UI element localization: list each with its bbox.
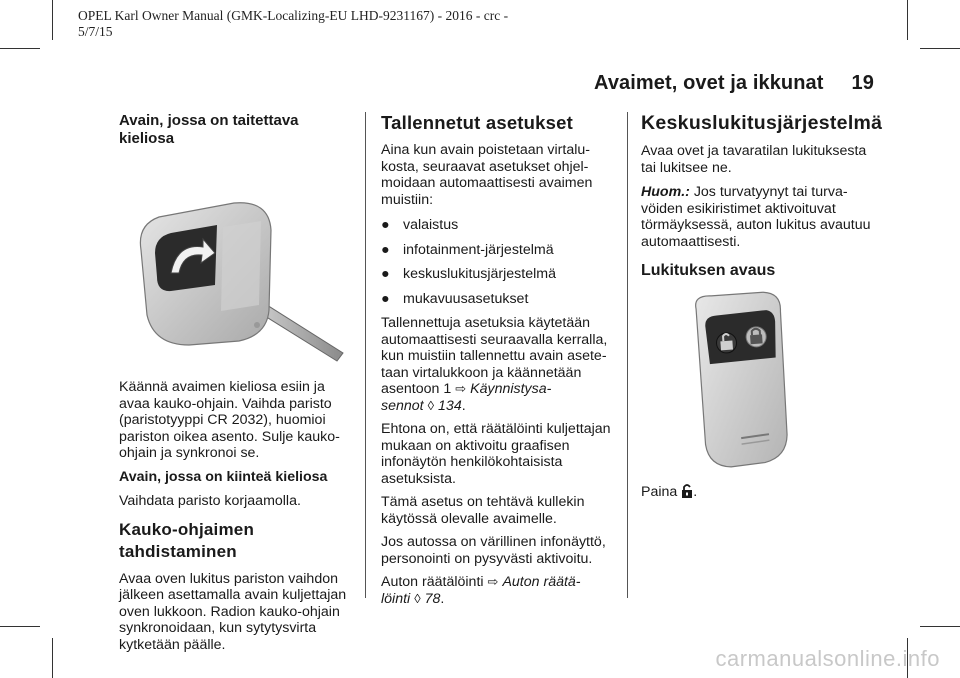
column-divider — [627, 112, 628, 598]
reference-arrow-icon: ⇨ — [487, 574, 499, 589]
crop-mark — [52, 638, 53, 678]
unlock-icon — [681, 484, 693, 498]
heading-fixed-key: Avain, jossa on kiinteä kieliosa — [119, 468, 328, 485]
document-info: OPEL Karl Owner Manual (GMK-Localizing-EU LHD-9231167) - 2016 - crc - 5/7/15 — [78, 8, 509, 39]
list-item: ● keskuslukitusjärjestelmä — [381, 266, 556, 282]
crop-mark — [907, 0, 908, 40]
page-reference-icon: ◊ — [427, 397, 435, 413]
page-ref-78[interactable]: 78 — [424, 590, 441, 607]
watermark: carmanualsonline.info — [715, 646, 940, 671]
page-number: 19 — [851, 72, 874, 94]
recall-text: Tallennettuja asetuksia käytetään automaattisesti seuraavalla kerralla, kun muistiin tallennettu avain asete-taan virtalukkoon ja käännetään asentoon 1 ⇨ Käynnistysa- sennot ◊ 134. — [381, 315, 608, 414]
button-panel — [704, 310, 777, 365]
column-1 — [119, 112, 353, 660]
column-divider — [365, 112, 366, 598]
page-ref-134[interactable]: 134 — [438, 397, 462, 414]
sync-remote-text: Avaa oven lukitus pariston vaihdon jälkeen asettamalla avain kuljettajan oven lukkoon. Radion kauko-ohjain synkronoidaan, kun sytytysvirta kytketään päälle. — [119, 570, 347, 653]
column-2 — [381, 112, 615, 614]
crop-mark — [920, 626, 960, 627]
color-display-text: Jos autossa on värillinen infonäyttö, personointi on pysyvästi aktivoitu. — [381, 534, 606, 567]
list-item: ● mukavuusasetukset — [381, 290, 529, 307]
heading-unlocking: Lukituksen avaus — [641, 262, 776, 279]
column-3 — [641, 112, 881, 508]
press-instruction: Paina . — [641, 484, 698, 500]
heading-central-locking: Keskuslukitusjärjestelmä — [641, 112, 883, 134]
section-title: Avaimet, ovet ja ikkunat — [594, 72, 824, 94]
note-label: Huom.: — [641, 184, 690, 200]
list-item: ● valaistus — [381, 217, 459, 233]
condition-text: Ehtona on, että räätälöinti kuljettajan mukaan on aktivoitu graafisen infonäytön henkilökohtaisista asetuksista. — [381, 421, 611, 487]
per-key-text: Tämä asetus on tehtävä kullekin käytössä olevalle avaimelle. — [381, 494, 585, 527]
page-reference-icon: ◊ — [414, 590, 421, 606]
link-start-positions[interactable]: Käynnistysa- sennot — [381, 381, 552, 414]
list-item: ● infotainment-järjestelmä — [381, 241, 554, 258]
flip-key-image — [119, 155, 353, 370]
heading-saved-settings: Tallennetut asetukset — [381, 112, 573, 133]
running-header — [594, 72, 874, 95]
crop-mark — [0, 626, 40, 627]
saved-settings-intro: Aina kun avain poistetaan virtalu-kosta, seuraavat asetukset ohjel-moidaan automaattisesti avaimen muistiin: — [381, 142, 593, 208]
heading-folding-key: Avain, jossa on taitettava kieliosa — [119, 112, 299, 147]
remote-key-image — [641, 288, 881, 478]
central-locking-intro: Avaa ovet ja tavaratilan lukituksesta tai lukitsee ne. — [641, 143, 867, 176]
crop-mark — [0, 48, 40, 49]
customization-ref: Auton räätälöinti ⇨ Auton räätä- löinti ◊ 78. — [381, 574, 581, 607]
battery-change-text: Käännä avaimen kieliosa esiin ja avaa kauko-ohjain. Vaihda paristo (paristotyyppi CR 2032), huomioi pariston oikea asento. Sulje kauko-ohjain ja synkronoi se. — [119, 379, 340, 461]
reference-arrow-icon: ⇨ — [455, 381, 467, 396]
note — [641, 184, 881, 250]
crop-mark — [52, 0, 53, 40]
crop-mark — [920, 48, 960, 49]
note-text: Jos turvatyynyt tai turva-vöiden esikiristimet aktivoituvat törmäyksessä, auton lukitus avautuu automaattisesti. — [641, 184, 871, 250]
fixed-key-text: Vaihdata paristo korjaamolla. — [119, 493, 301, 509]
folding-key-illustration — [119, 155, 353, 370]
link-vehicle-personalisation[interactable]: Auton räätä- löinti — [381, 574, 581, 607]
heading-sync-remote: Kauko-ohjaimen tahdistaminen — [119, 519, 255, 561]
remote-key-illustration — [641, 288, 881, 478]
